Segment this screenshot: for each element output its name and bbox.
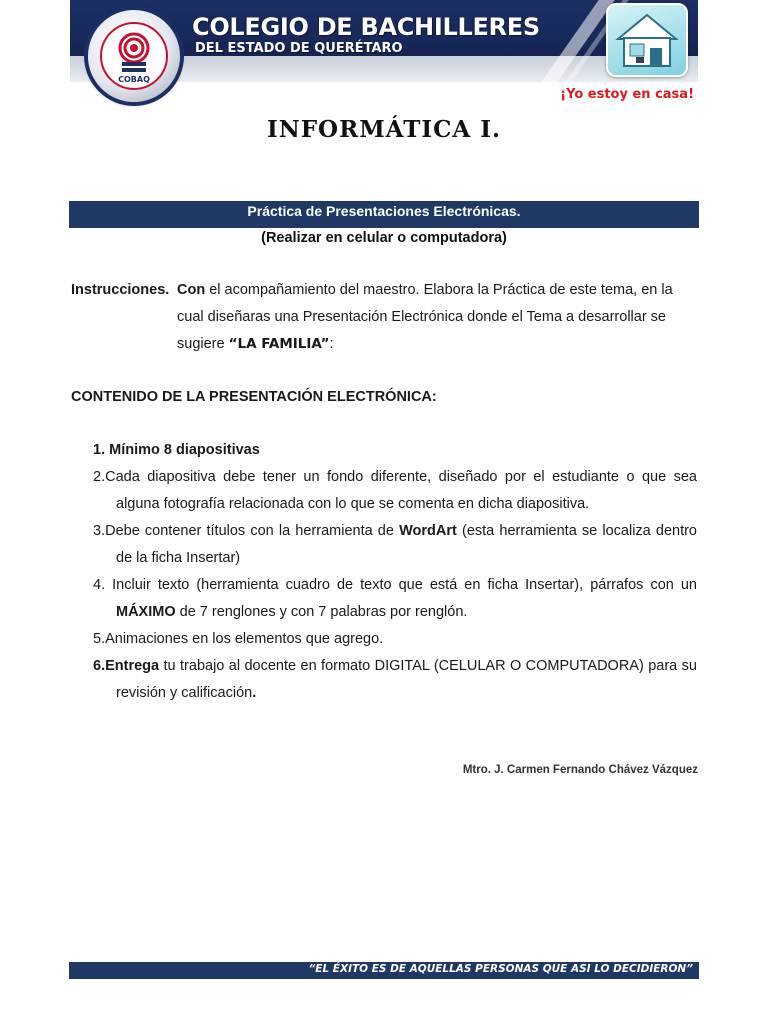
topic-la-familia: “LA FAMILIA”: [228, 336, 330, 352]
list-item-6-post: tu trabajo al docente en formato DIGITAL (CELULAR O COMPUTADORA) para su revisión y calificación: [116, 658, 697, 701]
list-item-3-post: (esta herramienta se localiza dentro de la ficha Insertar): [116, 523, 697, 566]
list-item-4-pre: 4. Incluir texto (herramienta cuadro de texto que está en ficha Insertar), párrafos con un: [93, 577, 697, 593]
teacher-signature: Mtro. J. Carmen Fernando Chávez Vázquez: [462, 764, 698, 776]
instructions-colon: :: [329, 336, 334, 352]
list-item-3: [93, 518, 697, 572]
list-item-1-text: 1. Mínimo 8 diapositivas: [93, 442, 260, 458]
list-item-1: [93, 437, 697, 464]
entrega-term: 6.Entrega: [93, 658, 160, 674]
section-subtitle: (Realizar en celular o computadora): [261, 230, 507, 246]
school-subtitle: DEL ESTADO DE QUERÉTARO: [195, 41, 403, 56]
section-title: Práctica de Presentaciones Electrónicas.: [247, 203, 521, 219]
school-logo: [88, 10, 180, 102]
list-item-3-pre: 3.Debe contener títulos con la herramienta de: [93, 523, 394, 539]
instructions-label: Instrucciones.: [71, 282, 170, 298]
list-item-6: [93, 653, 697, 707]
list-item-6-end: .: [252, 685, 257, 701]
list-item-2: 2.Cada diapositiva debe tener un fondo diferente, diseñado por el estudiante o que sea alguna fotografía relacionada con lo que se comenta en dicha diapositiva.: [93, 469, 697, 512]
list-item-4: [93, 572, 697, 626]
requirements-list: [93, 437, 697, 707]
instructions-sugiere: sugiere: [177, 336, 225, 352]
logo-emblem-icon: [102, 24, 166, 88]
instructions-con: Con: [177, 282, 206, 298]
page-title: INFORMÁTICA I.: [266, 116, 502, 143]
maximo-term: MÁXIMO: [116, 604, 176, 620]
content-heading: CONTENIDO DE LA PRESENTACIÓN ELECTRÓNICA:: [71, 389, 437, 405]
wordart-term: WordArt: [399, 523, 457, 539]
instructions-text-1: el acompañamiento del maestro. Elabora la Práctica de este tema, en la: [209, 282, 673, 298]
instructions-line-3: [71, 331, 697, 358]
logo-emblem: [100, 22, 168, 90]
logo-text: COBAQ: [118, 75, 150, 84]
footer-quote: “EL ÉXITO ES DE AQUELLAS PERSONAS QUE ASI LO DECIDIERON”: [308, 963, 693, 975]
list-item-5: 5.Animaciones en los elementos que agrego.: [93, 631, 384, 647]
house-illustration-icon: [608, 5, 686, 75]
list-item-4-post: de 7 renglones y con 7 palabras por renglón.: [179, 604, 468, 620]
house-icon: [606, 3, 688, 77]
school-name: COLEGIO DE BACHILLERES: [192, 13, 540, 41]
instructions-line-2: cual diseñaras una Presentación Electrónica donde el Tema a desarrollar se: [177, 309, 666, 325]
slogan: ¡Yo estoy en casa!: [560, 87, 694, 102]
